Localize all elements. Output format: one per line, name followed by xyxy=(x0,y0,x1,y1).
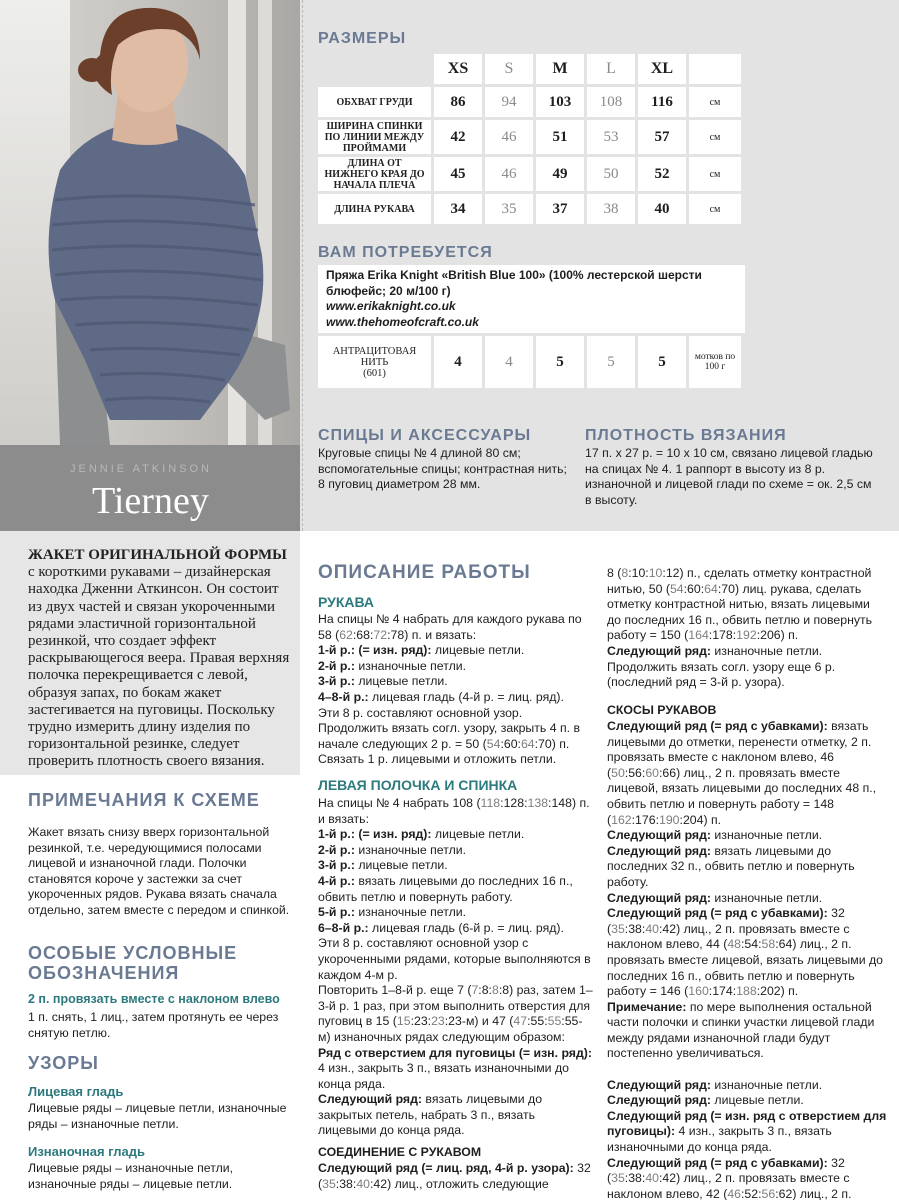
unit: мотков по 100 г xyxy=(689,336,741,388)
cell: 116 xyxy=(638,87,686,117)
gauge-text: 17 п. х 27 р. = 10 х 10 см, связано лицевой гладью на спицах № 4. 1 раппорт в высоту из 8 р. изнаночной и лицевой глади по схеме = ок. 2,5 см в высоту. xyxy=(585,446,873,507)
cell: 37 xyxy=(536,194,584,224)
cell: 49 xyxy=(536,157,584,191)
patterns-title: УЗОРЫ xyxy=(28,1053,99,1073)
row-label: ДЛИНА ОТ НИЖНЕГО КРАЯ ДО НАЧАЛА ПЛЕЧА xyxy=(318,157,431,191)
cell: 46 xyxy=(485,157,533,191)
notes-text: Жакет вязать снизу вверх горизонтальной резинкой, т.е. чередующимися полосами лицевой и изнаночной глади. Полочки становятся короче у застежки за счет укороченных рядов. Рукава вязать сначала отдельно, затем вместе с передом и спинкой. xyxy=(28,825,290,917)
sleeves-text: На спицы № 4 набрать для каждого рукава по 58 (62:68:72:78) п. и вязать: 1-й р.: (= изн. ряд): лицевые петли. 2-й р.: изнаночные петли. 3-й р.: лицевые петли. 4–8-й р.: лицевая гладь (4-й р. = лиц. ряд). Эти 8 р. составляют основной узор. Продолжить вязать согл. узору, закрыть 4 п. в начале следующих 2 р. = 50 (54:60:64:70) п. Связать 1 р. лицевыми и отложить петли. xyxy=(318,612,582,767)
unit: см xyxy=(689,157,741,191)
yarn-brand: Erika Knight xyxy=(367,268,439,282)
front-text: На спицы № 4 набрать 108 (118:128:138:148) п. и вязать: 1-й р.: (= изн. ряд): лицевые петли. 2-й р.: изнаночные петли. 3-й р.: лицевые петли. 4-й р.: вязать лицевыми до последних 16 п., обвить петлю и повернуть работу. 5-й р.: изнаночные петли. 6–8-й р.: лицевая гладь (6-й р. = лиц. ряд). Эти 8 р. составляют основной узор с укороченными рядами, которые выполняются в каждом 4-м р. Повторить 1–8-й р. еще 7 (7:8:8:8) раз, затем 1–3-й р. 1 раз, при этом выполнить отверстия для пуговиц в 15 (15:23:23:23-м) и 47 (47:55:55:55-м) изнаночных рядах следующим образом: Ряд с отверстием для пуговицы (= изн. ряд): 4 изн., закрыть 3 п., вязать изнаночными до конца ряда. Следующий ряд: вязать лицевыми до закрытых петель, набрать 3 п., вязать лицевыми до конца ряда. xyxy=(318,796,593,1138)
cell: 103 xyxy=(536,87,584,117)
yarn-prefix: Пряжа xyxy=(326,268,368,282)
yarn-box xyxy=(318,265,745,333)
needles-title: СПИЦЫ И АКСЕССУАРЫ xyxy=(318,427,532,444)
cell: 5 xyxy=(587,336,635,388)
pattern1-text: Лицевые ряды – лицевые петли, изнаночные ряды – изнаночные петли. xyxy=(28,1101,287,1131)
cell: 46 xyxy=(485,120,533,154)
size-l: L xyxy=(587,54,635,84)
join-text: Следующий ряд (= лиц. ряд, 4-й р. узора): 32 (35:38:40:42) лиц., отложить следующие xyxy=(318,1161,591,1191)
special-def: 1 п. снять, 1 лиц., затем протянуть ее через снятую петлю. xyxy=(28,1010,279,1040)
table-row xyxy=(318,87,741,117)
notes-title: ПРИМЕЧАНИЯ К СХЕМЕ xyxy=(28,790,260,810)
cell: 5 xyxy=(638,336,686,388)
front-title: ЛЕВАЯ ПОЛОЧКА И СПИНКА xyxy=(318,777,518,793)
model-photo xyxy=(0,0,300,445)
table-row xyxy=(318,336,741,388)
cell: 94 xyxy=(485,87,533,117)
cell: 52 xyxy=(638,157,686,191)
title-box xyxy=(0,445,300,531)
cell: 5 xyxy=(536,336,584,388)
yarn-desc: «British Blue 100» (100% лестерской шерсти блюфейс; 20 м/100 г) xyxy=(326,268,702,298)
cell: 86 xyxy=(434,87,482,117)
table-row xyxy=(318,157,741,191)
yarn-table xyxy=(315,333,744,391)
needles-text: Круговые спицы № 4 длиной 80 см; вспомогательные спицы; контрастная нить; 8 пуговиц диаметром 28 мм. xyxy=(318,446,567,492)
size-xl: XL xyxy=(638,54,686,84)
pattern2-text: Лицевые ряды – изнаночные петли, изнаночные ряды – лицевые петли. xyxy=(28,1161,234,1191)
stitch-divider xyxy=(302,0,308,531)
sizes-title: РАЗМЕРЫ xyxy=(318,30,407,47)
intro-box xyxy=(0,531,300,775)
row-label: ДЛИНА РУКАВА xyxy=(318,194,431,224)
unit: см xyxy=(689,87,741,117)
size-xs: XS xyxy=(434,54,482,84)
cell: 34 xyxy=(434,194,482,224)
color-label: АНТРАЦИТОВАЯ НИТЬ xyxy=(332,345,417,368)
cell: 51 xyxy=(536,120,584,154)
join-title: СОЕДИНЕНИЕ С РУКАВОМ xyxy=(318,1145,482,1159)
intro-lead: ЖАКЕТ ОРИГИНАЛЬНОЙ ФОРМЫ xyxy=(28,547,287,563)
pattern-name: Tierney xyxy=(92,480,209,522)
row-label: ОБХВАТ ГРУДИ xyxy=(318,87,431,117)
cell: 4 xyxy=(434,336,482,388)
sleeves-title: РУКАВА xyxy=(318,594,375,610)
color-code: (601) xyxy=(363,367,386,379)
cell: 45 xyxy=(434,157,482,191)
need-title: ВАМ ПОТРЕБУЕТСЯ xyxy=(318,244,493,261)
bevel-title: СКОСЫ РУКАВОВ xyxy=(607,703,717,717)
unit-header xyxy=(689,54,741,84)
cell: 57 xyxy=(638,120,686,154)
work-title: ОПИСАНИЕ РАБОТЫ xyxy=(318,562,531,583)
cell: 40 xyxy=(638,194,686,224)
link-erikaknight[interactable]: www.erikaknight.co.uk xyxy=(326,299,456,313)
intro-text: с короткими рукавами – дизайнерская находка Дженни Аткинсон. Он состоит из двух частей и связан укороченными рядами эластичной горизонтальной резинкой, что создает эффект раскрывающегося веера. Правая верхняя полочка перекрещивается с левой, образуя запах, по бокам жакет застегивается на пуговицы. Поскольку трудно измерить длину изделия по горизонтальной резинке, следует проверить плотность своего вязания. xyxy=(28,564,290,770)
size-s: S xyxy=(485,54,533,84)
gauge-title: ПЛОТНОСТЬ ВЯЗАНИЯ xyxy=(585,427,787,444)
link-homeofcraft[interactable]: www.thehomeofcraft.co.uk xyxy=(326,314,479,329)
cell: 50 xyxy=(587,157,635,191)
special-term: 2 п. провязать вместе с наклоном влево xyxy=(28,992,280,1006)
size-m: M xyxy=(536,54,584,84)
unit: см xyxy=(689,194,741,224)
row-label: ШИРИНА СПИНКИ ПО ЛИНИИ МЕЖДУ ПРОЙМАМИ xyxy=(318,120,431,154)
bevel-text: Следующий ряд (= ряд с убавками): вязать лицевыми до отметки, перенести отметку, 2 п. провязать вместе с наклоном влево, 46 (50:56:60:66) лиц., 2 п. провязать вместе лицевой, вязать лицевыми до последних 48 п., обвить петлю и повернуть работу = 148 (162:176:190:204) п. Следующий ряд: изнаночные петли. Следующий ряд: вязать лицевыми до последних 32 п., обвить петлю и повернуть работу. Следующий ряд: изнаночные петли. Следующий ряд (= ряд с убавками): 32 (35:38:40:42) лиц., 2 п. провязать вместе с наклоном влево, 44 (48:54:58:64) лиц., 2 п. провязать вместе лицевой, вязать лицевыми до последних 16 п., обвить петлю и повернуть работу = 146 (160:174:188:202) п. Примечание: по мере выполнения остальной части полочки и спинки участки лицевой глади между рядами изнаночной глади будут постепенно увеличиваться. Следующий ряд: изнаночные петли. Следующий ряд: лицевые петли. Следующий ряд (= изн. ряд с отверстием для пуговицы): 4 изн., закрыть 3 п., вязать изнаночными до конца ряда. Следующий ряд (= ряд с убавками): 32 (35:38:40:42) лиц., 2 п. провязать вместе с наклоном влево, 42 (46:52:56:62) лиц., 2 п. xyxy=(607,719,887,1200)
pattern2-title: Изнаночная гладь xyxy=(28,1144,146,1159)
cell: 38 xyxy=(587,194,635,224)
cell: 53 xyxy=(587,120,635,154)
cell: 42 xyxy=(434,120,482,154)
corner-cell xyxy=(318,54,431,84)
sizes-table xyxy=(315,51,744,227)
cell: 35 xyxy=(485,194,533,224)
pattern1-title: Лицевая гладь xyxy=(28,1084,124,1099)
cell: 4 xyxy=(485,336,533,388)
designer-name: JENNIE ATKINSON xyxy=(70,463,212,475)
table-row xyxy=(318,194,741,224)
table-row xyxy=(318,120,741,154)
join-continued: 8 (8:10:10:12) п., сделать отметку контрастной нитью, 50 (54:60:64:70) лиц. рукава, сделать отметку контрастной нитью, вязать лицевыми до последних 16 п., обвить петлю и повернуть работу = 150 (164:178:192:206) п. Следующий ряд: изнаночные петли. Продолжить вязать согл. узору еще 6 р. (последний ряд = 3-й р. узора). xyxy=(607,566,873,690)
special-title: ОСОБЫЕ УСЛОВНЫЕ ОБОЗНАЧЕНИЯ xyxy=(28,943,238,983)
cell: 108 xyxy=(587,87,635,117)
unit: см xyxy=(689,120,741,154)
